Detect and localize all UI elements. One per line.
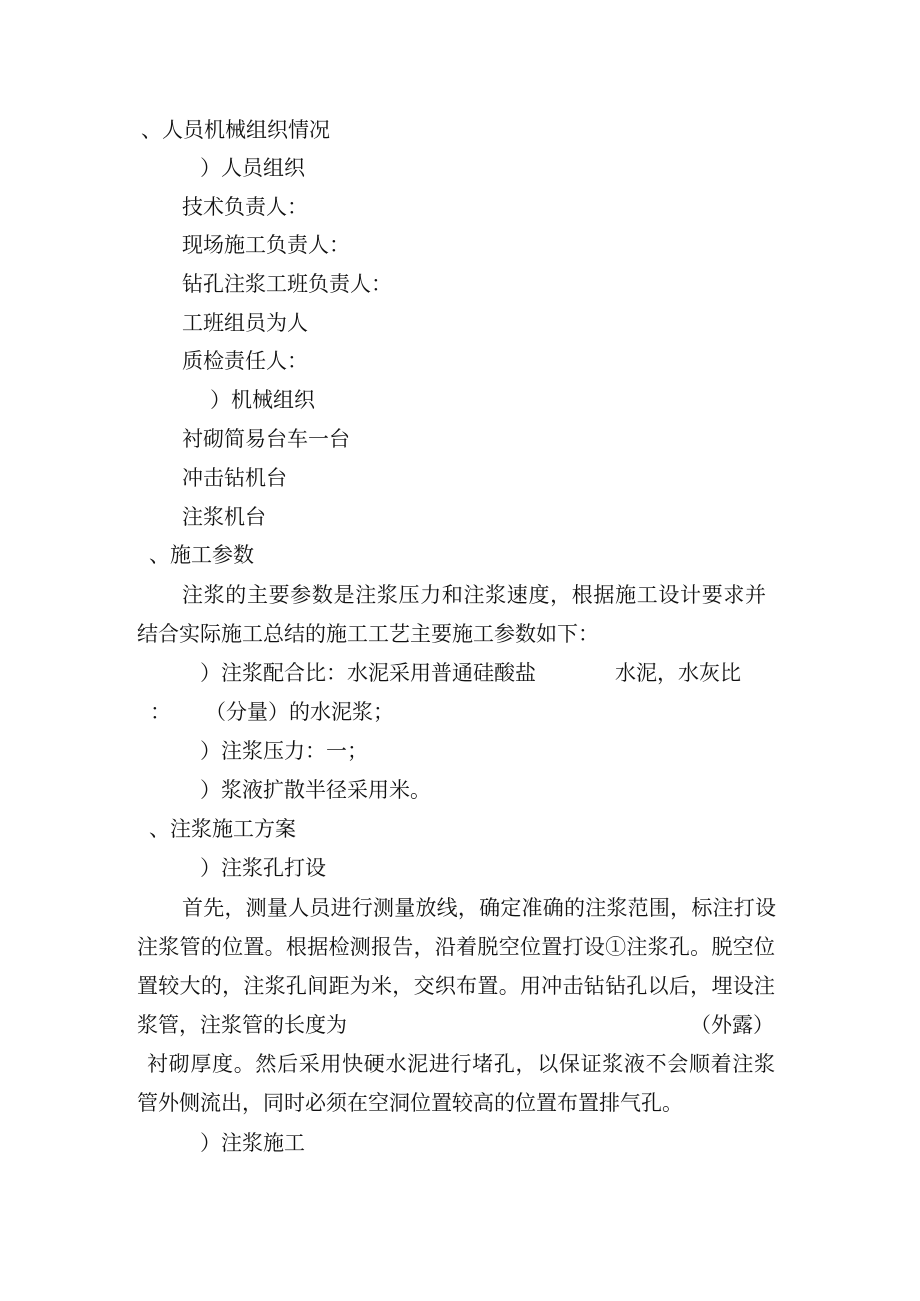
paragraph-line: 浆管，注浆管的长度为: [137, 1013, 347, 1037]
paragraph-line: 管外侧流出，同时必须在空洞位置较高的位置布置排气孔。: [137, 1091, 683, 1115]
paragraph-line: 结合实际施工总结的施工工艺主要施工参数如下：: [137, 622, 599, 646]
section-heading-personnel-machinery: 、人员机械组织情况: [141, 118, 330, 142]
paragraph-line-end: （外露）: [690, 1013, 774, 1037]
paragraph-line: 首先，测量人员进行测量放线，确定准确的注浆范围，标注打设: [182, 896, 776, 920]
paragraph-line: 注浆管的位置。根据检测报告，沿着脱空位置打设①注浆孔。脱空位: [137, 935, 775, 959]
param-pressure: ）注浆压力：一；: [200, 739, 368, 763]
subheading-machinery: ）机械组织: [210, 388, 315, 412]
subheading-personnel: ）人员组织: [200, 156, 305, 180]
param-mix-ratio: ）注浆配合比：水泥采用普通硅酸盐: [200, 661, 536, 685]
list-item: 注浆机台: [182, 505, 266, 529]
list-item: 质检责任人：: [182, 349, 308, 373]
param-mix-ratio-end: （分量）的水泥浆；: [205, 700, 394, 724]
list-item: 技术负责人：: [182, 195, 308, 219]
paragraph-line: 置较大的，注浆孔间距为米，交织布置。用冲击钻钻孔以后，埋设注: [137, 974, 775, 998]
paragraph-line: 注浆的主要参数是注浆压力和注浆速度，根据施工设计要求并: [182, 583, 766, 607]
paragraph-line: 衬砌厚度。然后采用快硬水泥进行堵孔，以保证浆液不会顺着注浆: [147, 1052, 775, 1076]
param-mix-ratio-cont: 水泥，水灰比: [615, 661, 741, 685]
section-heading-parameters: 、施工参数: [149, 543, 254, 567]
param-radius: ）浆液扩散半径采用米。: [200, 778, 431, 802]
list-item: 钻孔注浆工班负责人：: [182, 272, 392, 296]
subheading-grouting: ）注浆施工: [200, 1131, 305, 1155]
param-mix-ratio-colon: ：: [150, 700, 171, 724]
list-item: 工班组员为人: [182, 311, 308, 335]
list-item: 冲击钻机台: [182, 466, 287, 490]
list-item: 现场施工负责人：: [182, 233, 350, 257]
list-item: 衬砌简易台车一台: [182, 427, 350, 451]
section-heading-plan: 、注浆施工方案: [149, 817, 296, 841]
subheading-drilling: ）注浆孔打设: [200, 856, 326, 880]
